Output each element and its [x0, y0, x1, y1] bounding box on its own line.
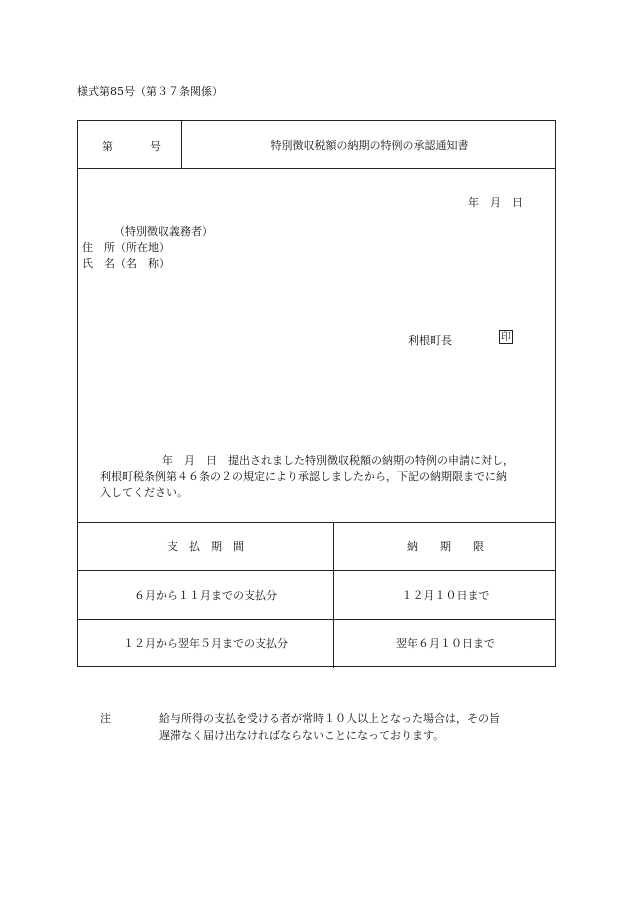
issuer-name: 利根町長 [408, 334, 452, 347]
table-row-2-period: １２月から翌年５月までの支払分 [123, 637, 288, 650]
addressee-role: （特別徴収義務者） [114, 225, 213, 238]
body-line-3: 入してください。 [100, 486, 188, 499]
document-title: 特別徴収税額の納期の特例の承認通知書 [270, 138, 469, 152]
name-label: 氏 名（名 称） [82, 257, 170, 270]
header-due-date: 納 期 限 [407, 540, 484, 553]
header-payment-period: 支 払 期 間 [167, 540, 244, 553]
issue-date: 年 月 日 [468, 196, 523, 209]
form-number: 様式第85号（第３７条関係） [77, 85, 223, 98]
note-line-2: 遅滞なく届け出なければならないことになっております。 [159, 729, 445, 742]
note-label: 注 [100, 712, 111, 725]
number-label-dai: 第 [102, 140, 113, 153]
body-line-2: 利根町税条例第４６条の２の規定により承認しましたから，下記の納期限までに納 [100, 470, 507, 483]
table-row-2-due: 翌年６月１０日まで [396, 637, 495, 650]
table-row-1-period: ６月から１１月までの支払分 [134, 588, 277, 602]
note-line-1: 給与所得の支払を受ける者が常時１０人以上となった場合は，その旨 [159, 712, 500, 725]
seal-mark: 印 [501, 332, 511, 343]
number-label-go: 号 [150, 140, 161, 153]
address-label: 住 所（所在地） [82, 241, 170, 254]
body-line-1: 年 月 日 提出されました特別徴収税額の納期の特例の申請に対し， [162, 454, 514, 467]
notice-form-frame [77, 120, 556, 667]
header-bottom-line [78, 168, 555, 169]
table-row-1-due: １２月１０日まで [401, 588, 490, 602]
